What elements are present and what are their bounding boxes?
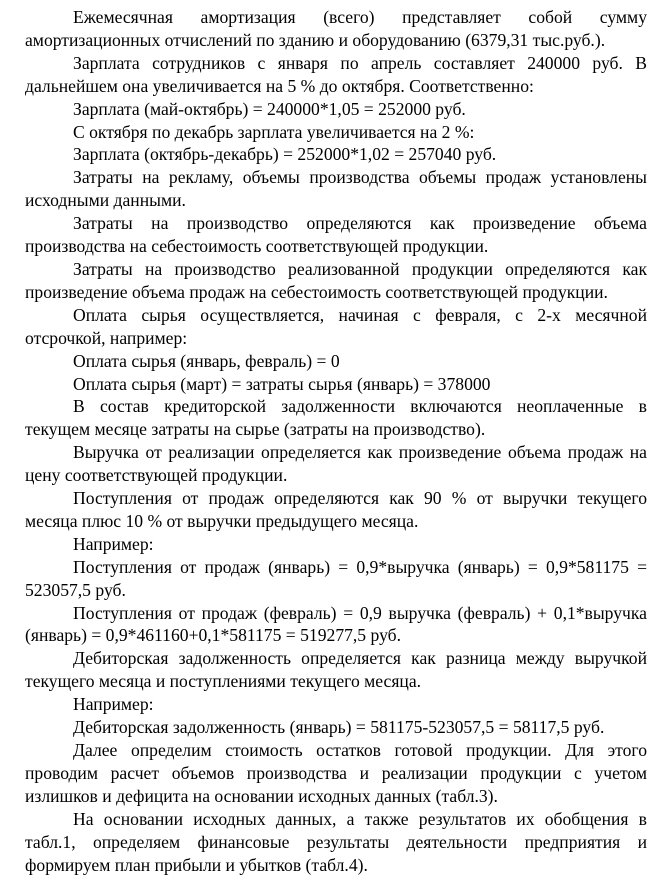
formula-receivable-january: Дебиторская задолженность (январь) = 581175-523057,5 = 58117,5 руб. [73,717,605,738]
paragraph-raw-material-payment: Оплата сырья осуществляется, начиная с февраля, с 2-х месячной отсрочкой, например: [25,304,647,348]
formula-salary-october-december: Зарплата (октябрь-декабрь) = 252000*1,02 = 257040 руб. [73,144,497,165]
paragraph-accounts-receivable: Дебиторская задолженность определяется как разница между выручкой текущего месяца и поступлениями текущего месяца. [25,648,647,692]
formula-raw-payment-march: Оплата сырья (март) = затраты сырья (январь) = 378000 [73,373,491,394]
paragraph-revenue: Выручка от реализации определяется как произведение объема продаж на цену соответствующей продукции. [25,442,647,486]
paragraph-depreciation: Ежемесячная амортизация (всего) представляет собой сумму амортизационных отчислений по зданию и оборудованию (6379,31 тыс.руб.). [25,7,647,50]
formula-receipts-january: Поступления от продаж (январь) = 0,9*выручка (январь) = 0,9*581175 = 523057,5 руб. [25,556,647,600]
paragraph-salary-october-increase: С октября по декабрь зарплата увеличивается на 2 %: [73,121,475,142]
paragraph-sales-receipts: Поступления от продаж определяются как 90 % от выручки текущего месяца плюс 10 % от выручки предыдущего месяца. [25,488,647,531]
paragraph-profit-plan: На основании исходных данных, а также результатов их обобщения в табл.1, определяем финансовые результаты деятельности предприятия и формируем план прибыли и убытков (табл.4). [25,808,647,875]
paragraph-production-costs: Затраты на производство определяются как произведение объема производства на себестоимость соответствующей продукции. [25,213,647,257]
paragraph-advertising: Затраты на рекламу, объемы производства объемы продаж установлены исходными данными. [25,167,647,211]
paragraph-accounts-payable: В состав кредиторской задолженности включаются неоплаченные в текущем месяце затраты на сырье (затраты на производство). [25,396,647,440]
formula-receipts-february: Поступления от продаж (февраль) = 0,9 выручка (февраль) + 0,1*выручка (январь) = 0,9*461160+0,1*581175 = 519277,5 руб. [25,602,647,646]
formula-raw-payment-jan-feb: Оплата сырья (январь, февраль) = 0 [73,350,340,371]
paragraph-salary-intro: Зарплата сотрудников с января по апрель составляет 240000 руб. В дальнейшем она увеличивается на 5 % до октября. Соответственно: [25,52,647,96]
paragraph-finished-goods: Далее определим стоимость остатков готовой продукции. Для этого проводим расчет объемов производства и реализации продукции с учетом излишков и дефицита на основании исходных данных (табл.3). [25,740,647,806]
formula-salary-may-october: Зарплата (май-октябрь) = 240000*1,05 = 252000 руб. [73,98,466,119]
paragraph-sold-production-costs: Затраты на производство реализованной продукции определяются как произведение объема продаж на себестоимость соответствующей продукции. [25,258,647,302]
paragraph-example-label-2: Например: [73,694,154,715]
paragraph-example-label: Например: [73,533,154,554]
